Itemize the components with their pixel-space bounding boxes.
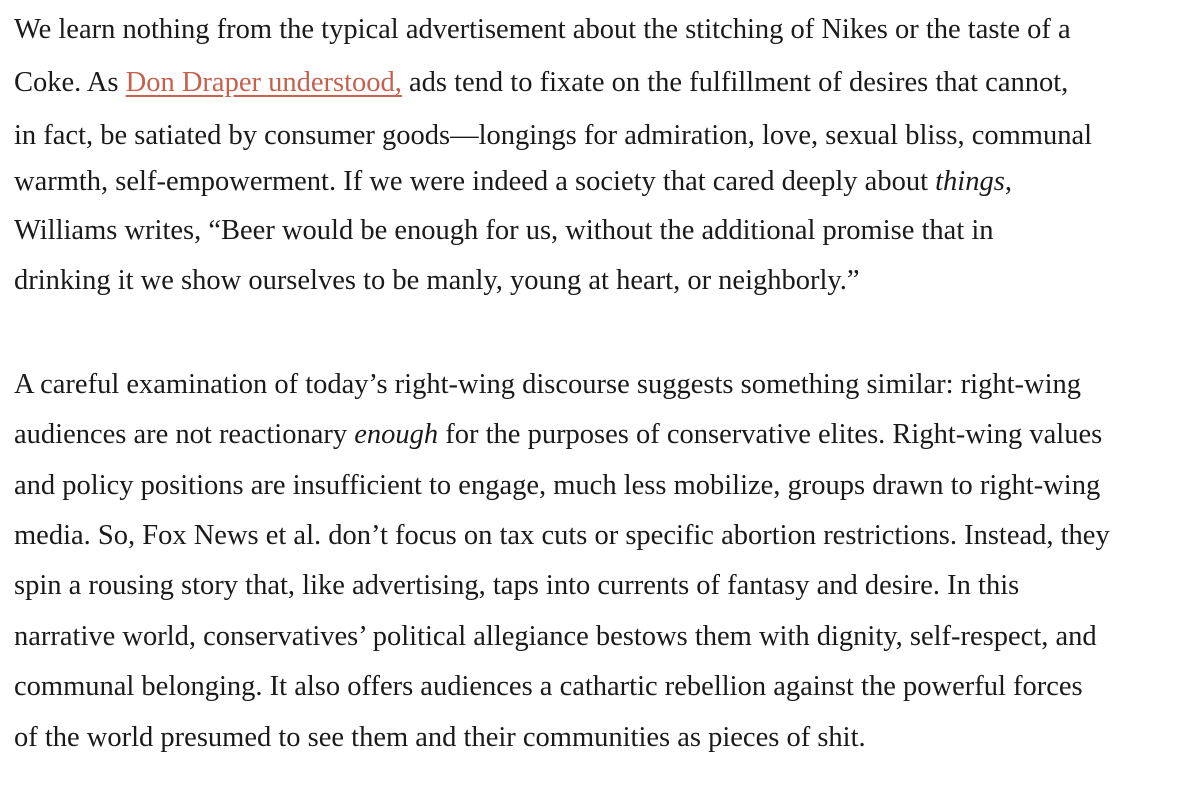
line-2-text-after-em: for the purposes of conservative elites. Right-wing values <box>438 419 1103 450</box>
emphasis-enough: enough <box>354 419 439 450</box>
paragraph-2-line-5: spin a rousing story that, like advertising, taps into currents of fantasy and desire. In this <box>14 570 1020 601</box>
line-2-text-before-link: Coke. As <box>14 67 126 98</box>
paragraph-2-line-4: media. So, Fox News et al. don’t focus on tax cuts or specific abortion restrictions. Instead, they <box>14 520 1110 551</box>
paragraph-2-line-2 <box>14 415 1102 455</box>
paragraph-1-line-1: We learn nothing from the typical advertisement about the stitching of Nikes or the taste of a <box>14 14 1071 45</box>
paragraph-1-line-5: Williams writes, “Beer would be enough for us, without the additional promise that in <box>14 215 994 246</box>
paragraph-1-line-4 <box>14 162 1012 202</box>
paragraph-2-line-7: communal belonging. It also offers audiences a cathartic rebellion against the powerful forces <box>14 671 1083 702</box>
don-draper-link[interactable]: Don Draper understood, <box>125 67 402 98</box>
paragraph-2-line-1: A careful examination of today’s right-wing discourse suggests something similar: right-wing <box>14 369 1081 400</box>
paragraph-2-line-8: of the world presumed to see them and their communities as pieces of shit. <box>14 722 866 753</box>
emphasis-things: things <box>935 166 1005 197</box>
paragraph-1-line-2 <box>14 63 1068 103</box>
line-2-text-before-em: audiences are not reactionary <box>14 419 355 450</box>
paragraph-2-line-6: narrative world, conservatives’ political allegiance bestows them with dignity, self-respect, and <box>14 621 1097 652</box>
paragraph-1-line-3: in fact, be satiated by consumer goods—longings for admiration, love, sexual bliss, communal <box>14 120 1093 151</box>
line-4-text-before-em: warmth, self-empowerment. If we were indeed a society that cared deeply about <box>14 166 936 197</box>
paragraph-2-line-3: and policy positions are insufficient to engage, much less mobilize, groups drawn to right-wing <box>14 470 1101 501</box>
line-2-text-after-link: ads tend to fixate on the fulfillment of desires that cannot, <box>401 67 1069 98</box>
line-4-text-after-em: , <box>1004 166 1012 197</box>
paragraph-1-line-6: drinking it we show ourselves to be manly, young at heart, or neighborly.” <box>14 265 860 296</box>
